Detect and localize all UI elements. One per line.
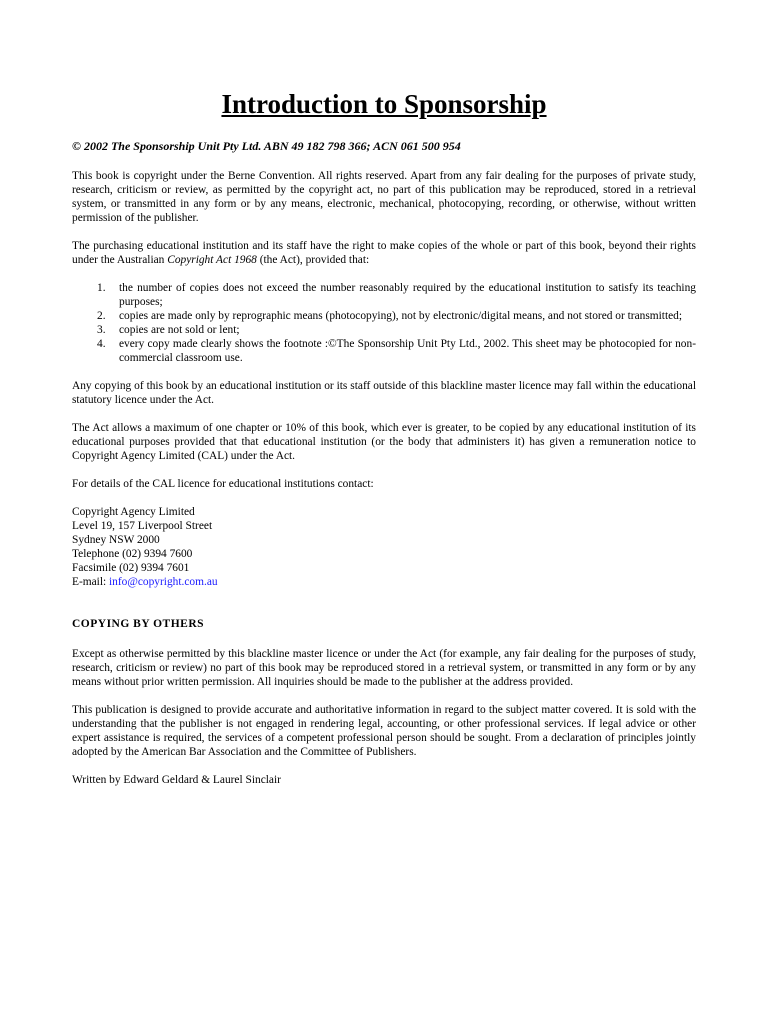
org-name: Copyright Agency Limited <box>72 506 195 518</box>
list-item-text: the number of copies does not exceed the number reasonably required by the educational institution to satisfy its teaching purposes; <box>119 282 696 308</box>
list-item <box>72 337 696 365</box>
list-item <box>72 281 696 309</box>
rights-text-before: The purchasing educational institution and its staff have the right to make copies of the whole or part of this book, beyond their rights under the Australian <box>72 240 696 266</box>
telephone-line: Telephone (02) 9394 7600 <box>72 548 193 560</box>
list-item-number: 4. <box>97 338 106 350</box>
disclaimer-paragraph: This publication is designed to provide accurate and authoritative information in regard to the subject matter covered. It is sold with the understanding that the publisher is not engaged in rendering legal, accounting, or other professional services. If legal advice or other expert assistance is required, the services of a competent professional person should be sought. From a declaration of principles jointly adopted by the American Bar Association and the Committee of Publishers. <box>72 704 696 758</box>
page-title: Introduction to Sponsorship <box>221 89 547 119</box>
street-address: Level 19, 157 Liverpool Street <box>72 520 213 532</box>
list-item-text: copies are not sold or lent; <box>119 324 240 336</box>
statutory-licence-paragraph: Any copying of this book by an educational institution or its staff outside of this blackline master licence may fall within the educational statutory licence under the Act. <box>72 380 696 406</box>
copyright-notice: © 2002 The Sponsorship Unit Pty Ltd. ABN 49 182 798 366; ACN 061 500 954 <box>72 139 461 153</box>
facsimile-line: Facsimile (02) 9394 7601 <box>72 562 190 574</box>
email-link[interactable]: info@copyright.com.au <box>109 576 218 588</box>
email-line <box>72 575 696 589</box>
email-label: E-mail: <box>72 576 110 588</box>
list-item-number: 3. <box>97 324 106 336</box>
list-item-number: 2. <box>97 310 106 322</box>
list-item <box>72 323 696 337</box>
copyright-paragraph: This book is copyright under the Berne Convention. All rights reserved. Apart from any fair dealing for the purposes of private study, research, criticism or review, as permitted by the copyright act, no part of this publication may be reproduced, stored in a retrieval system, or transmitted in any form or by any means, electronic, mechanical, photocopying, recording, or otherwise, without written permission of the publisher. <box>72 170 696 224</box>
rights-text-after: (the Act), provided that: <box>256 254 370 266</box>
copying-restrictions-paragraph: Except as otherwise permitted by this blackline master licence or under the Act (for example, any fair dealing for the purposes of study, research, criticism or review) no part of this book may be reproduced stored in a retrieval system, or transmitted in any form or by any means without prior written permission. All inquiries should be made to the publisher at the address provided. <box>72 648 696 688</box>
cal-address-block <box>72 505 696 589</box>
conditions-list <box>72 281 696 365</box>
institution-rights-paragraph <box>72 239 696 267</box>
cal-contact-intro: For details of the CAL licence for educational institutions contact: <box>72 478 374 490</box>
list-item-number: 1. <box>97 282 106 294</box>
section-heading-copying-by-others: COPYING BY OTHERS <box>72 618 205 630</box>
list-item-text: every copy made clearly shows the footnote :©The Sponsorship Unit Pty Ltd., 2002. This sheet may be photocopied for non-commercial classroom use. <box>119 338 696 364</box>
authors-line: Written by Edward Geldard & Laurel Sinclair <box>72 774 281 786</box>
act-allowance-paragraph: The Act allows a maximum of one chapter or 10% of this book, which ever is greater, to be copied by any educational institution of its educational purposes provided that that educational institution (or the body that administers it) has given a remuneration notice to Copyright Agency Limited (CAL) under the Act. <box>72 422 696 462</box>
city-line: Sydney NSW 2000 <box>72 534 160 546</box>
list-item-text: copies are made only by reprographic means (photocopying), not by electronic/digital means, and not stored or transmitted; <box>119 310 683 322</box>
act-name: Copyright Act 1968 <box>167 254 257 266</box>
list-item <box>72 309 696 323</box>
